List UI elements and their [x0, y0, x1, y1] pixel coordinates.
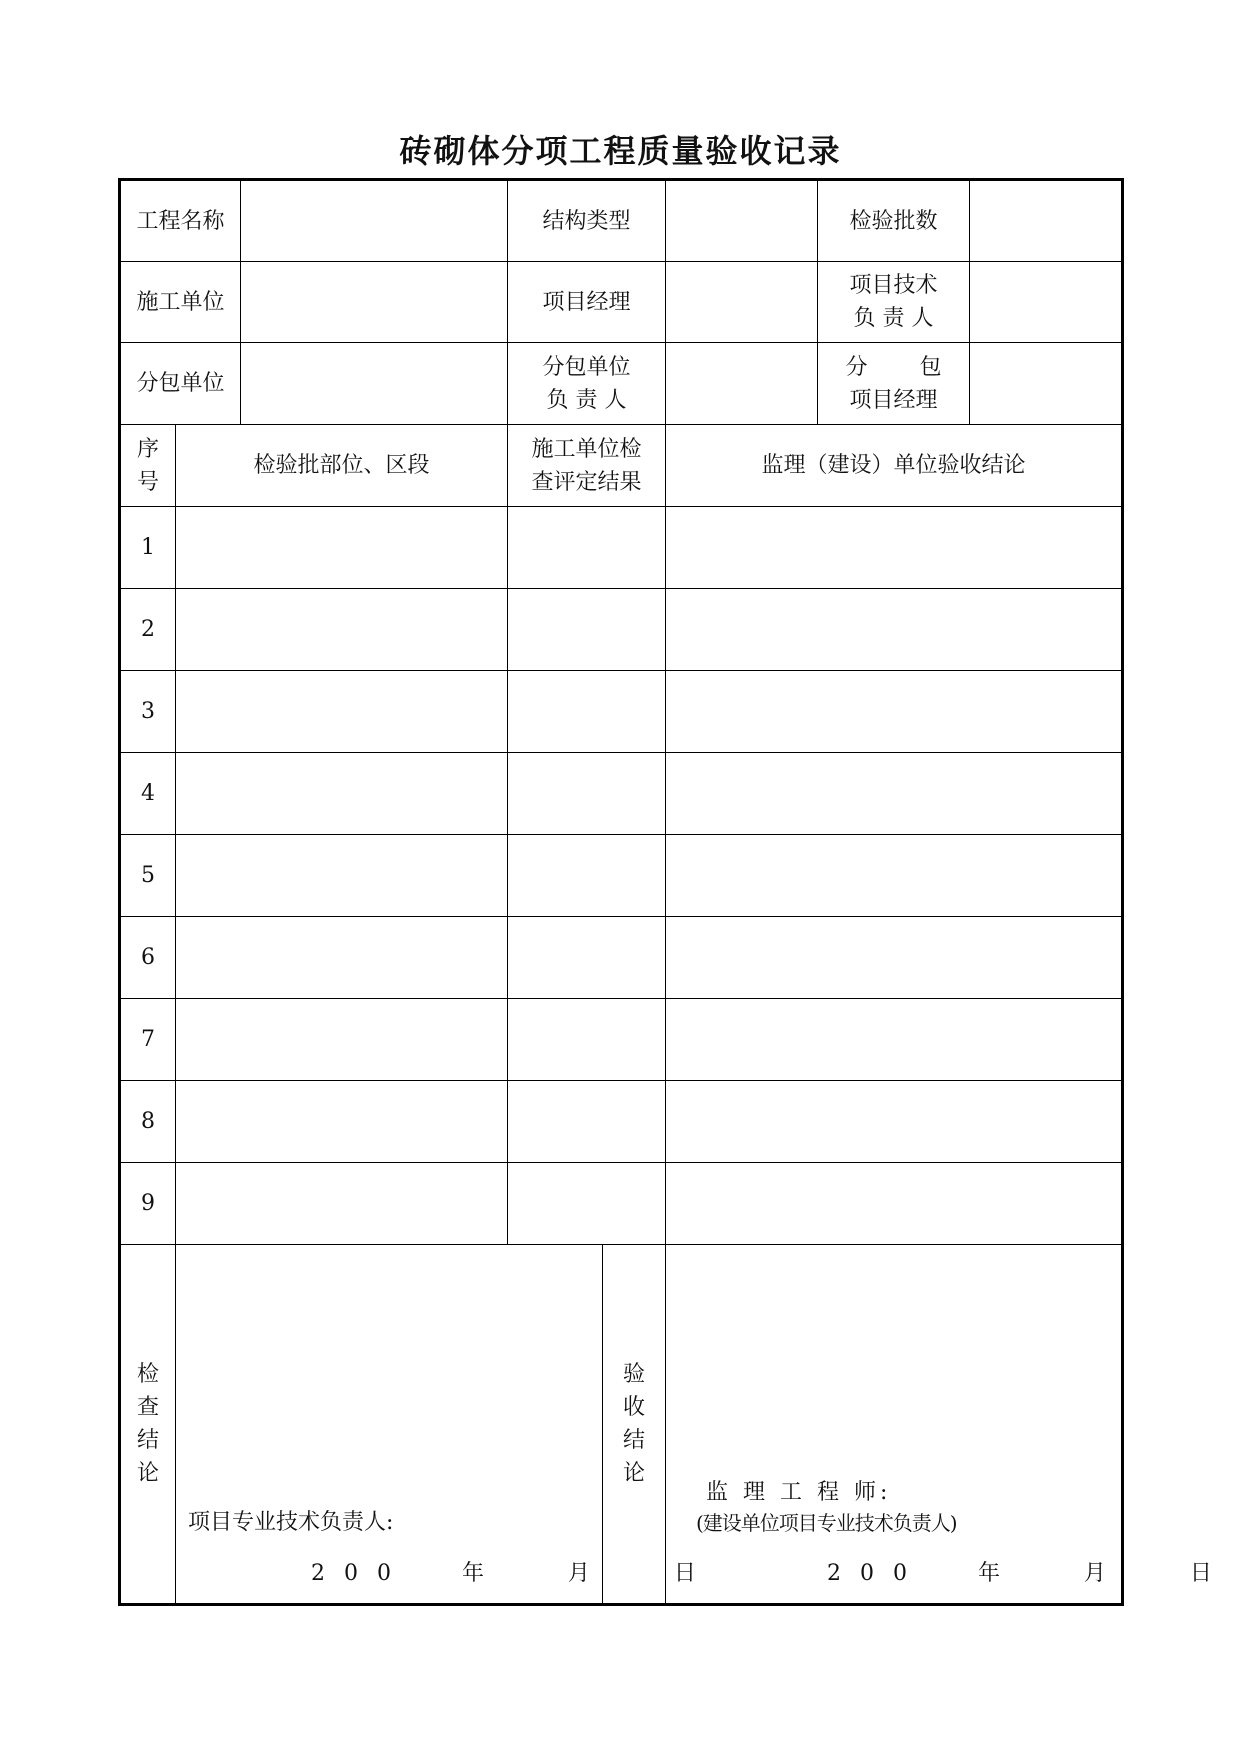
- col-divider: [665, 1244, 666, 1603]
- project-manager-label: 项目经理: [542, 289, 631, 315]
- subcontract-unit-value[interactable]: [241, 343, 507, 424]
- row-number: 4: [141, 781, 155, 806]
- check-signer-label: 项目专业技术负责人:: [188, 1510, 394, 1535]
- batch-count-value[interactable]: [970, 181, 1121, 261]
- tech-lead-label: [818, 262, 969, 342]
- subcontract-lead-label-line2: 负 责 人: [546, 387, 627, 413]
- check-label-char: 结: [136, 1428, 159, 1453]
- eval-header-line2: 查评定结果: [531, 469, 642, 495]
- row-number: 8: [141, 1109, 155, 1134]
- subcontract-unit-label: 分包单位: [136, 371, 225, 396]
- row-number: 6: [141, 945, 155, 970]
- conclusion-header: 监理（建设）单位验收结论: [761, 453, 1026, 478]
- accept-conclusion-label: [603, 1245, 665, 1603]
- accept-date: 2 0 0 年 月 日: [827, 1561, 1218, 1586]
- subcontract-pm-value[interactable]: [970, 343, 1121, 424]
- row-number: 7: [141, 1027, 155, 1052]
- row-divider: [121, 670, 1121, 671]
- tech-lead-value[interactable]: [970, 262, 1121, 342]
- row-divider: [121, 998, 1121, 999]
- subcontract-lead-value[interactable]: [666, 343, 817, 424]
- seq-header: [121, 425, 175, 506]
- subcontract-lead-label-line1: 分包单位: [542, 354, 631, 380]
- check-conclusion-label: [121, 1245, 175, 1603]
- subcontract-pm-label-line2: 项目经理: [849, 387, 938, 413]
- check-label-char: 检: [136, 1362, 159, 1387]
- subcontract-pm-label-line1: [846, 351, 942, 384]
- record-table: [118, 178, 1218, 1606]
- row-divider: [121, 1080, 1121, 1081]
- accept-signer-sublabel: (建设单位项目专业技术负责人): [696, 1511, 957, 1535]
- location-header: 检验批部位、区段: [253, 453, 430, 478]
- project-name-value[interactable]: [241, 181, 507, 261]
- accept-label-char: 论: [622, 1461, 645, 1486]
- row-divider: [121, 916, 1121, 917]
- eval-header-line1: 施工单位检: [531, 436, 642, 462]
- subcontract-pm-label-char1: 分: [845, 354, 868, 380]
- accept-signer-label: 监 理 工 程 师:: [706, 1480, 892, 1505]
- row-divider: [121, 752, 1121, 753]
- tech-lead-label-line2: 负 责 人: [853, 306, 934, 331]
- row-number: 5: [141, 863, 155, 888]
- construction-unit-value[interactable]: [241, 262, 507, 342]
- row-number: 2: [141, 617, 155, 642]
- row-divider: [121, 506, 1121, 507]
- row-divider: [121, 1162, 1121, 1163]
- row-number: 1: [141, 535, 155, 560]
- subcontract-lead-label: [508, 343, 665, 424]
- batch-count-label: 检验批数: [849, 208, 938, 234]
- tech-lead-label-line1: 项目技术: [849, 273, 938, 298]
- seq-header-line2: 号: [136, 469, 159, 495]
- check-label-char: 论: [136, 1461, 159, 1486]
- eval-header: [508, 425, 665, 506]
- accept-label-char: 结: [622, 1428, 645, 1453]
- check-date: 2 0 0 年 月 日: [311, 1561, 702, 1586]
- project-manager-value[interactable]: [666, 262, 817, 342]
- page-title: 砖砌体分项工程质量验收记录: [399, 132, 842, 170]
- row-number: 3: [141, 699, 155, 724]
- project-name-label: 工程名称: [136, 208, 225, 234]
- construction-unit-label: 施工单位: [136, 289, 225, 315]
- subcontract-pm-label-char2: 包: [919, 354, 942, 380]
- seq-header-line1: 序: [136, 436, 159, 462]
- row-divider: [121, 588, 1121, 589]
- subcontract-pm-label: [818, 343, 969, 424]
- structure-type-label: 结构类型: [542, 208, 631, 234]
- row-divider: [121, 834, 1121, 835]
- col-divider: [175, 424, 176, 1603]
- accept-label-char: 收: [622, 1395, 645, 1420]
- accept-label-char: 验: [622, 1362, 645, 1387]
- row-number: 9: [141, 1191, 155, 1216]
- structure-type-value[interactable]: [666, 181, 817, 261]
- check-label-char: 查: [136, 1395, 159, 1420]
